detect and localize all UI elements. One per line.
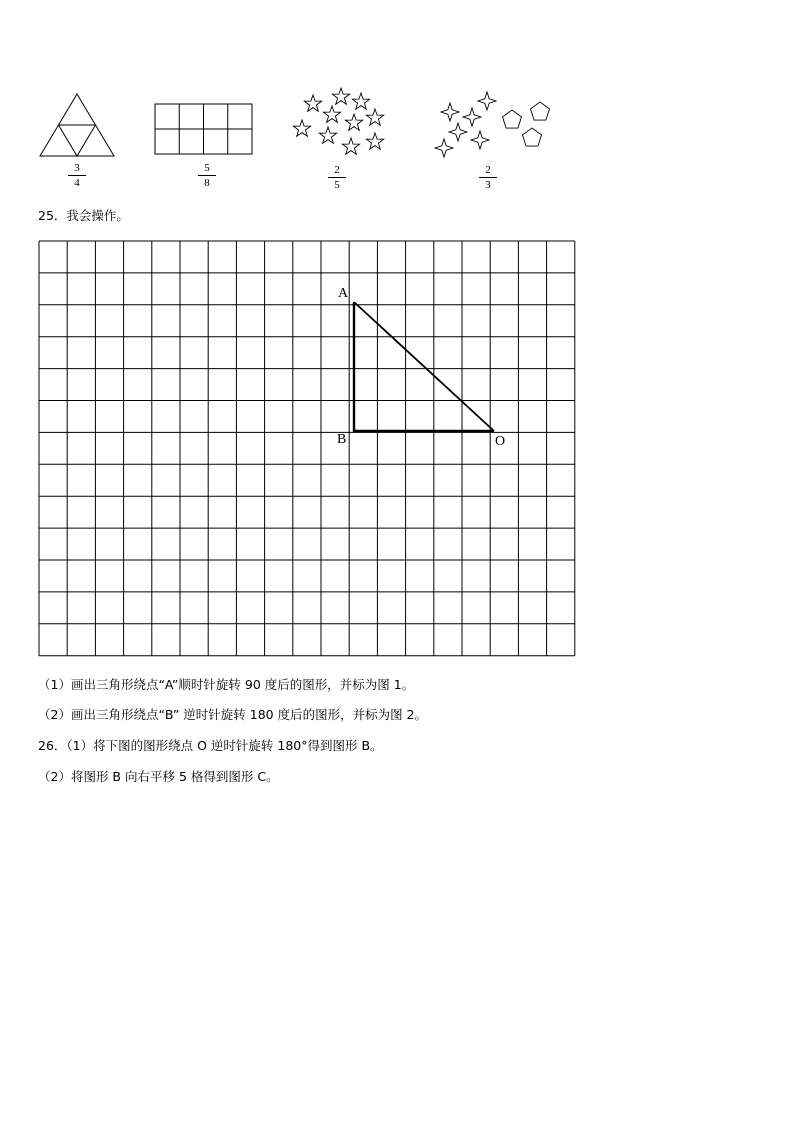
triangle-figure [38,92,116,158]
star-icon [323,106,340,122]
four-point-star-icon [478,92,496,110]
star-icon [342,138,359,154]
fraction-2: 5 8 [192,162,222,189]
star-icon [345,114,362,130]
four-point-star-icon [449,123,467,141]
star-icon [319,127,336,143]
four-point-star-icon [441,103,459,121]
fraction-1: 3 4 [62,162,92,189]
star-icon [366,133,383,149]
star-icon [352,93,369,109]
star-icon [293,120,310,136]
stars-and-pentagons-figure [432,88,558,164]
star-icon [332,88,349,104]
four-point-star-icon [471,131,489,149]
q25-task2: （2）画出三角形绕点“B” 逆时针旋转 180 度后的图形，并标为图 2。 [38,707,428,722]
star-icon [304,95,321,111]
q26-task1: 26．（1）将下图的图形绕点 O 逆时针旋转 180°得到图形 B。 [38,738,383,753]
point-o-label: O [495,434,506,449]
four-point-star-icon [463,108,481,126]
q25-task1: （1）画出三角形绕点“A”顺时针旋转 90 度后的图形，并标为图 1。 [38,677,415,692]
fraction-4: 2 3 [473,164,503,191]
pentagon-icon [523,128,542,146]
four-point-star-icon [435,139,453,157]
pentagon-icon [531,102,550,120]
star-icon [366,109,383,125]
q26-task2: （2）将图形 B 向右平移 5 格得到图形 C。 [38,769,279,784]
rectangle-grid-figure [154,103,254,155]
stars-figure [286,84,390,164]
point-b-label: B [337,432,347,447]
q25-title: 25．我会操作。 [38,208,129,223]
pentagon-icon [503,110,522,128]
point-a-label: A [338,286,349,301]
fraction-3: 2 5 [322,164,352,191]
